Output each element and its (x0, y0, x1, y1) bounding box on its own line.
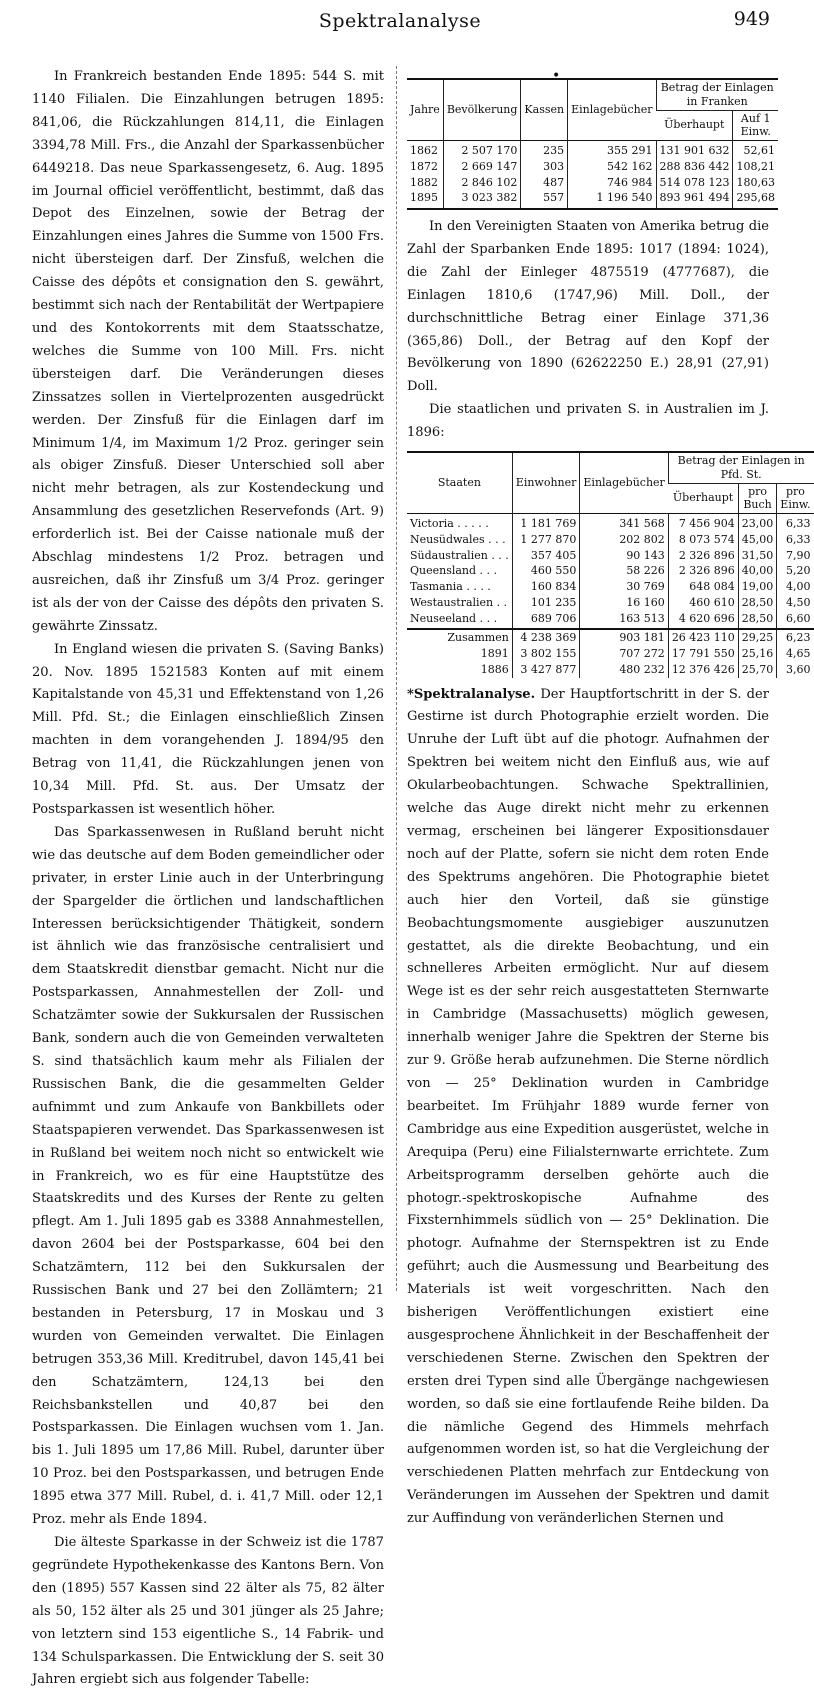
cell: 25,70 (738, 662, 777, 678)
cell: 45,00 (738, 532, 777, 548)
table-row (407, 532, 814, 548)
cell: 295,68 (733, 190, 778, 209)
cell: 16 160 (580, 595, 668, 611)
cell: 1882 (410, 175, 438, 189)
page-number: 949 (733, 8, 770, 30)
cell: 23,00 (738, 514, 777, 532)
cell: 4,65 (777, 646, 814, 662)
col-header-betrag: Betrag der Einlagen in Franken (656, 79, 778, 110)
cell: 25,16 (738, 646, 777, 662)
table-row (407, 175, 778, 191)
cell: 131 901 632 (656, 141, 733, 159)
col-header-einwohner: Einwohner (512, 452, 580, 514)
cell: 707 272 (580, 646, 668, 662)
left-column (32, 66, 384, 1692)
cell: 30 769 (580, 579, 668, 595)
cell: Neuseeland . . . (407, 611, 512, 630)
cell: 1862 (410, 144, 438, 157)
cell: 6,23 (777, 629, 814, 646)
cell: 357 405 (512, 548, 580, 564)
cell: 3 802 155 (512, 646, 580, 662)
paragraph-england: In England wiesen die privaten S. (Saving Banks) 20. Nov. 1895 1521583 Konten auf mit einem Kapitalstande von 45,31 und Effektenstand von 1,26 Mill. Pfd. St.; die Einlagen einschließlich Zinsen machten in dem vorangehenden J. 1894/95 den Betrag von 11,41, die Rückzahlungen jenen von 10,34 Mill. Pfd. St. aus. Der Umsatz der Postsparkassen ist wesentlich höher. (32, 641, 384, 817)
cell: 2 846 102 (443, 175, 521, 191)
article-heading: *Spektralanalyse. (407, 686, 536, 702)
cell: 460 610 (668, 595, 738, 611)
cell: 1 196 540 (568, 190, 656, 209)
cell: 1 181 769 (512, 514, 580, 532)
cell: 101 235 (512, 595, 580, 611)
cell: 12 376 426 (668, 662, 738, 678)
cell: 5,20 (777, 563, 814, 579)
australia-savings-table (407, 451, 814, 678)
cell: 514 078 123 (656, 175, 733, 191)
table-row (407, 514, 814, 532)
cell: 40,00 (738, 563, 777, 579)
table-row (407, 611, 814, 630)
table-row (407, 595, 814, 611)
right-column (407, 78, 811, 1531)
cell: 1 277 870 (512, 532, 580, 548)
cell: 746 984 (568, 175, 656, 191)
cell: 893 961 494 (656, 190, 733, 209)
cell: 8 073 574 (668, 532, 738, 548)
cell: 7 456 904 (668, 514, 738, 532)
cell: 2 669 147 (443, 159, 521, 175)
cell: 557 (521, 190, 568, 209)
paragraph-australia: Die staatlichen und privaten S. in Australien im J. 1896: (407, 402, 769, 441)
cell: 6,33 (777, 514, 814, 532)
table-row (407, 159, 778, 175)
col-header-auf-einw: Auf 1 Einw. (733, 110, 778, 141)
paragraph-russia: Das Sparkassenwesen in Rußland beruht nicht wie das deutsche auf dem Boden gemeindlicher oder privater, in erster Linie auch in der Unterbringung der Spargelder die örtlichen und landschaftlichen Interessen berücksichtigender Thätigkeit, sondern ist ähnlich wie das französische centralisiert und dem Staatskredit dienstbar gemacht. Nicht nur die Postsparkassen, Annahmestellen der Zoll- und Schatzämter sowie der Sukkursalen der Russischen Bank, sondern auch die von Gemeinden verwalteten S. sind thatsächlich kaum mehr als Filialen der Russischen Bank, die die gesammelten Gelder aufnimmt und zum Ankaufe von Bankbillets oder Staatspapieren verwendet. Das Sparkassenwesen ist in Rußland bei weitem noch nicht so entwickelt wie in Frankreich, wo es für eine Hauptstütze des Staatskredits und des Kurses der Rente zu gelten pflegt. Am 1. Juli 1895 gab es 3388 Annahmestellen, davon 2604 bei der Postsparkasse, 604 bei den Schatzämtern, 112 bei den Sukkursalen der Russischen Bank und 27 bei den Zollämtern; 21 bestanden in Petersburg, 17 in Moskau und 3 wurden von Gemeinden verwaltet. Die Einlagen betrugen 353,36 Mill. Kreditrubel, davon 145,41 bei den Schatzämtern, 124,13 bei den Reichsbankstellen und 40,87 bei den Postsparkassen. Die Einlagen wuchsen vom 1. Jan. bis 1. Juli 1895 um 17,86 Mill. Rubel, darunter über 10 Proz. bei den Postsparkassen, und betrugen Ende 1895 etwa 377 Mill. Rubel, d. i. 41,7 Mill. oder 12,1 Proz. mehr als Ende 1894. (32, 824, 384, 1528)
cell: Queensland . . . (410, 564, 498, 578)
cell: Victoria . . . . . (410, 517, 489, 531)
cell: 1886 (480, 662, 509, 676)
cell: Zusammen (447, 631, 509, 645)
cell: 19,00 (738, 579, 777, 595)
col-header-einlagebuecher: Einlagebücher (568, 79, 656, 141)
cell: 163 513 (580, 611, 668, 630)
cell: 303 (521, 159, 568, 175)
table-row (407, 190, 778, 209)
cell: 648 084 (668, 579, 738, 595)
col-header-pro-buch: pro Buch (738, 483, 777, 514)
cell: Südaustralien . . . (410, 548, 509, 562)
cell: 202 802 (580, 532, 668, 548)
col-header-einlagebuecher: Einlagebücher (580, 452, 668, 514)
cell: 4,00 (777, 579, 814, 595)
swiss-savings-table (407, 78, 778, 210)
cell: 17 791 550 (668, 646, 738, 662)
cell: 689 706 (512, 611, 580, 630)
cell: Westaustralien . . (410, 595, 508, 609)
cell: 2 326 896 (668, 563, 738, 579)
col-header-bevoelkerung: Bevölkerung (443, 79, 521, 141)
table-row (407, 141, 778, 159)
column-divider (396, 66, 398, 1291)
cell: 90 143 (580, 548, 668, 564)
col-header-ueberhaupt: Überhaupt (672, 491, 734, 505)
cell: 52,61 (733, 141, 778, 159)
cell: 2 507 170 (443, 141, 521, 159)
cell: 58 226 (580, 563, 668, 579)
cell: 108,21 (733, 159, 778, 175)
cell: 1891 (480, 647, 509, 661)
cell: 460 550 (512, 563, 580, 579)
cell: 4 238 369 (512, 629, 580, 646)
table-total-row (407, 646, 814, 662)
cell: 1872 (410, 159, 438, 173)
cell: 31,50 (738, 548, 777, 564)
cell: 28,50 (738, 595, 777, 611)
cell: 28,50 (738, 611, 777, 630)
cell: 2 326 896 (668, 548, 738, 564)
cell: 355 291 (568, 141, 656, 159)
cell: 3 023 382 (443, 190, 521, 209)
cell: 480 232 (580, 662, 668, 678)
cell: 3 427 877 (512, 662, 580, 678)
cell: Neusüdwales . . . (410, 532, 506, 546)
col-header-ueberhaupt: Überhaupt (664, 118, 725, 132)
table-row (407, 563, 814, 579)
bullet-mark: • (552, 68, 561, 84)
table-total-row (407, 662, 814, 678)
cell: 288 836 442 (656, 159, 733, 175)
cell: 4,50 (777, 595, 814, 611)
cell: Tasmania . . . . (410, 580, 491, 594)
cell: 29,25 (738, 629, 777, 646)
cell: 542 162 (568, 159, 656, 175)
cell: 903 181 (580, 629, 668, 646)
col-header-betrag: Betrag der Einlagen in Pfd. St. (668, 452, 813, 483)
cell: 4 620 696 (668, 611, 738, 630)
article-spektralanalyse (407, 684, 769, 1532)
paragraph-france: In Frankreich bestanden Ende 1895: 544 S. mit 1140 Filialen. Die Einzahlungen betrugen 1895: 841,06, die Rückzahlungen 814,11, die Einlagen 3394,78 Mill. Frs., die Anzahl der Sparkassenbücher 6449218. Das neue Sparkassengesetz, 6. Aug. 1895 im Journal officiel veröffentlicht, bestimmt, daß das Depot des Einzelnen, sowie der Betrag der Einzahlungen eines Jahres die Summe von 1500 Frs. nicht übersteigen darf. Der Zinsfuß, welchen die Caisse des dépôts et consignation den S. gewährt, bestimmt sich nach der Rentabilität der Wertpapiere und des Kontokorrents mit dem Staatsschatze, welches die Summe von 100 Mill. Frs. nicht übersteigen darf. Die Veränderungen dieses Zinssatzes sollen in Viertelprozenten ausgedrückt werden. Der Zinsfuß für die Einlagen darf im Minimum 1/4, im Maximum 1/2 Proz. geringer sein als obiger Zinsfuß. Dieser Unterschied soll aber nicht mehr betragen, als zur Kostendeckung und Ansammlung des gesetzlichen Reservefonds (Art. 9) erforderlich ist. Bei der Caisse nationale muß der Abschlag mindestens 1/2 Proz. betragen und ausreichen, daß ihr Zinsfuß um 3/4 Proz. geringer ist als der von der Caisse des dépôts den privaten S. gewährte Zinssatz. (32, 69, 384, 634)
cell: 1895 (407, 190, 443, 209)
table-total-row (407, 629, 814, 646)
cell: 3,60 (777, 662, 814, 678)
cell: 341 568 (580, 514, 668, 532)
paragraph-usa: In den Vereinigten Staaten von Amerika betrug die Zahl der Sparbanken Ende 1895: 1017 (1894: 1024), die Zahl der Einleger 4875519 (4777687), die Einlagen 1810,6 (1747,96) Mill. Doll., der durchschnittliche Betrag einer Einlage 371,36 (365,86) Doll., der Betrag auf den Kopf der Bevölkerung von 1890 (62622250 E.) 28,91 (27,91) Doll. (407, 219, 769, 395)
article-body: Der Hauptfortschritt in der S. der Gestirne ist durch Photographie erzielt worden. Die Unruhe der Luft übt auf die photogr. Aufnahmen der Spektren bei weitem nicht den Einfluß aus, wie auf Okularbeobachtungen. Schwache Spektrallinien, welche das Auge direkt nicht mehr zu erkennen vermag, erscheinen bei längerer Expositionsdauer noch auf der Platte, sofern sie nicht dem roten Ende des Spektrums angehören. Die Photographie bietet auch hier den Vorteil, daß sie günstige Beobachtungsmomente ausgiebiger auszunutzen gestattet, als die direkte Beobachtung, und ein schnelleres Arbeiten ermöglicht. Nur auf diesem Wege ist es der sehr reich ausgestatteten Sternwarte in Cambridge (Massachusetts) möglich gewesen, innerhalb weniger Jahre die Spektren der Sterne bis zur 9. Größe herab aufzunehmen. Die Sterne nördlich von — 25° Deklination wurden in Cambridge bearbeitet. Im Frühjahr 1889 wurde ferner von Cambridge aus eine Expedition ausgerüstet, welche in Arequipa (Peru) eine Filialsternwarte errichtete. Zum Arbeitsprogramm derselben gehörte auch die photogr.-spektroskopische Aufnahme des Fixsternhimmels südlich von — 25° Deklination. Die photogr. Aufnahme der Sternspektren ist zu Ende geführt; auch die Ausmessung und Bearbeitung des Materials ist weit vorgeschritten. Nach den bisherigen Veröffentlichungen existiert eine ausgesprochene Ähnlichkeit in der Beschaffenheit der verschiedenen Sterne. Zwischen den Spektren der ersten drei Typen sind alle Übergänge nachgewiesen worden, so daß sie eine fortlaufende Reihe bilden. Da die nämliche Gegend des Himmels mehrfach aufgenommen worden ist, so hat die Vergleichung der verschiedenen Platten mehrfach zur Entdeckung von Veränderungen im Aussehen der Spektren und damit zur Auffindung von veränderlichen Sternen und (407, 686, 769, 1527)
page-title: Spektralanalyse (318, 10, 482, 32)
cell: 6,33 (777, 532, 814, 548)
cell: 235 (521, 141, 568, 159)
cell: 160 834 (512, 579, 580, 595)
col-header-jahre: Jahre (410, 103, 440, 117)
col-header-staaten: Staaten (437, 476, 481, 490)
col-header-kassen: Kassen (521, 79, 568, 141)
cell: 487 (521, 175, 568, 191)
paragraph-switzerland: Die älteste Sparkasse in der Schweiz ist die 1787 gegründete Hypothekenkasse des Kantons Bern. Von den (1895) 557 Kassen sind 22 älter als 75, 82 älter als 50, 152 älter als 25 und 301 jünger als 25 Jahre; von letztern sind 153 eigentliche S., 14 Fabrik- und 134 Schulsparkassen. Die Entwicklung der S. seit 30 Jahren ergiebt sich aus folgender Tabelle: (32, 1535, 384, 1688)
cell: 7,90 (777, 548, 814, 564)
table-row (407, 548, 814, 564)
col-header-pro-einw: pro Einw. (777, 483, 814, 514)
cell: 26 423 110 (668, 629, 738, 646)
cell: 180,63 (733, 175, 778, 191)
table-row (407, 579, 814, 595)
cell: 6,60 (777, 611, 814, 630)
